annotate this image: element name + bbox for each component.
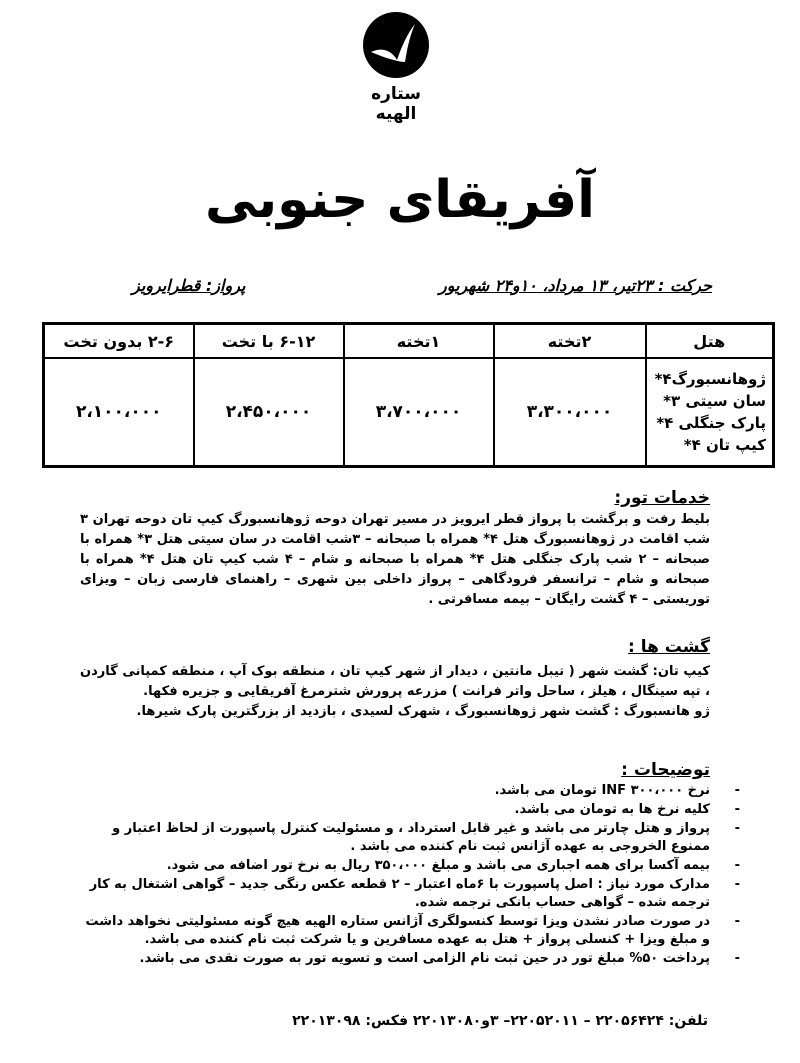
price-single: ۳،۷۰۰،۰۰۰ (344, 358, 494, 467)
tour-johannesburg: ژو هانسبورگ : گشت شهر ژوهانسبورگ ، شهرک لسیدی ، بازدید از بزرگترین پارک شیرها. (136, 704, 710, 719)
hotel-name: کیپ تان ۴* (683, 436, 766, 454)
departure-dates: حرکت : ۲۳تیر، ۱۳ مرداد، ۱۰و۲۴ شهریور (439, 276, 712, 295)
airline: پرواز: قطرایرویز (132, 276, 246, 295)
hotel-name: سان سیتی ۳* (663, 392, 766, 410)
header-hotel: هتل (646, 324, 774, 359)
tours-title: گشت ها : (628, 637, 710, 657)
list-item: پرداخت ۵۰% مبلغ تور در حین ثبت نام الزامی است و تسویه تور به صورت نقدی می باشد. - (80, 950, 710, 968)
list-item: مدارک مورد نیاز : اصل پاسپورت با ۶ماه اعتبار – ۲ قطعه عکس رنگی جدید – گواهی اشتغال به کار ترجمه شده – گواهی حساب بانکی ترجمه شده. - (80, 876, 710, 912)
tours-text (80, 662, 710, 722)
contact-info: تلفن: ۲۲۰۵۶۴۲۴ – ۲۲۰۵۲۰۱۱– ۳و۲۲۰۱۳۰۸۰ فکس: ۲۲۰۱۳۰۹۸ (292, 1013, 708, 1029)
notes-list (80, 782, 710, 969)
price-table (42, 322, 775, 468)
bird-logo-icon (363, 12, 429, 78)
price-child-bed: ۲،۴۵۰،۰۰۰ (194, 358, 344, 467)
list-item: در صورت صادر نشدن ویزا توسط کنسولگری آژانس ستاره الهیه هیچ گونه مسئولیتی نخواهد داشت و مبلغ ویزا + کنسلی پرواز + هتل به عهده مسافرین و یا شرکت ثبت نام کننده می باشد. - (80, 913, 710, 949)
services-text (80, 510, 710, 610)
services-title: خدمات تور: (614, 488, 710, 508)
header-child-nobed: ۲-۶ بدون تخت (44, 324, 194, 359)
hotel-name: پارک جنگلی ۴* (656, 414, 766, 432)
price-double: ۳،۳۰۰،۰۰۰ (494, 358, 646, 467)
agency-logo (356, 12, 436, 124)
tour-cape-town: کیپ تان: گشت شهر ( تیبل مانتین ، دیدار از شهر کیپ تان ، منطقه بوک آپ ، منطقه کمپانی گاردن ، تپه سینگال ، هیلز ، ساحل واتر فرانت ) مزرعه پرورش شترمرغ آفریقایی و جزیره فکها. (80, 664, 710, 699)
price-child-nobed: ۲،۱۰۰،۰۰۰ (44, 358, 194, 467)
header-double: ۲تخته (494, 324, 646, 359)
list-item: نرخ INF ۳۰۰،۰۰۰ تومان می باشد. - (80, 782, 710, 800)
table-row (44, 358, 774, 467)
table-header-row (44, 324, 774, 359)
notes-title: توضیحات : (621, 760, 710, 780)
header-child-bed: ۶-۱۲ با تخت (194, 324, 344, 359)
list-item: کلیه نرخ ها به تومان می باشد. - (80, 801, 710, 819)
list-item: بیمه آکسا برای همه اجباری می باشد و مبلغ ۳۵۰،۰۰۰ ریال به نرخ تور اضافه می شود. - (80, 857, 710, 875)
page-title: آفریقای جنوبی (205, 170, 595, 230)
agency-name: ستاره الهیه (371, 84, 421, 124)
list-item: پرواز و هتل چارتر می باشد و غیر قابل استرداد ، و مسئولیت کنترل پاسپورت از لحاظ اعتبار و ممنوع الخروجی به عهده آژانس ثبت نام کننده می باشد . - (80, 820, 710, 856)
services-paragraph: بلیط رفت و برگشت با پرواز قطر ایرویز در مسیر تهران دوحه ژوهانسبورگ کیپ تان دوحه تهران ۳ شب اقامت در ژوهانسبورگ هتل ۴* همراه با صبحانه – ۳شب اقامت در سان سیتی هتل ۳* همراه با صبحانه – ۲ شب پارک جنگلی هتل ۴* همراه با صبحانه و شام – ۴ شب کیپ تان هتل ۴* همراه با صبحانه و شام – ترانسفر فرودگاهی – پرواز داخلی بین شهری – راهنمای فارسی زبان – ویزای توریستی – ۴ گشت رایگان – بیمه مسافرتی . (80, 512, 710, 607)
header-single: ۱تخته (344, 324, 494, 359)
hotel-list (646, 358, 774, 467)
hotel-name: ژوهانسبورگ۴* (654, 370, 766, 388)
